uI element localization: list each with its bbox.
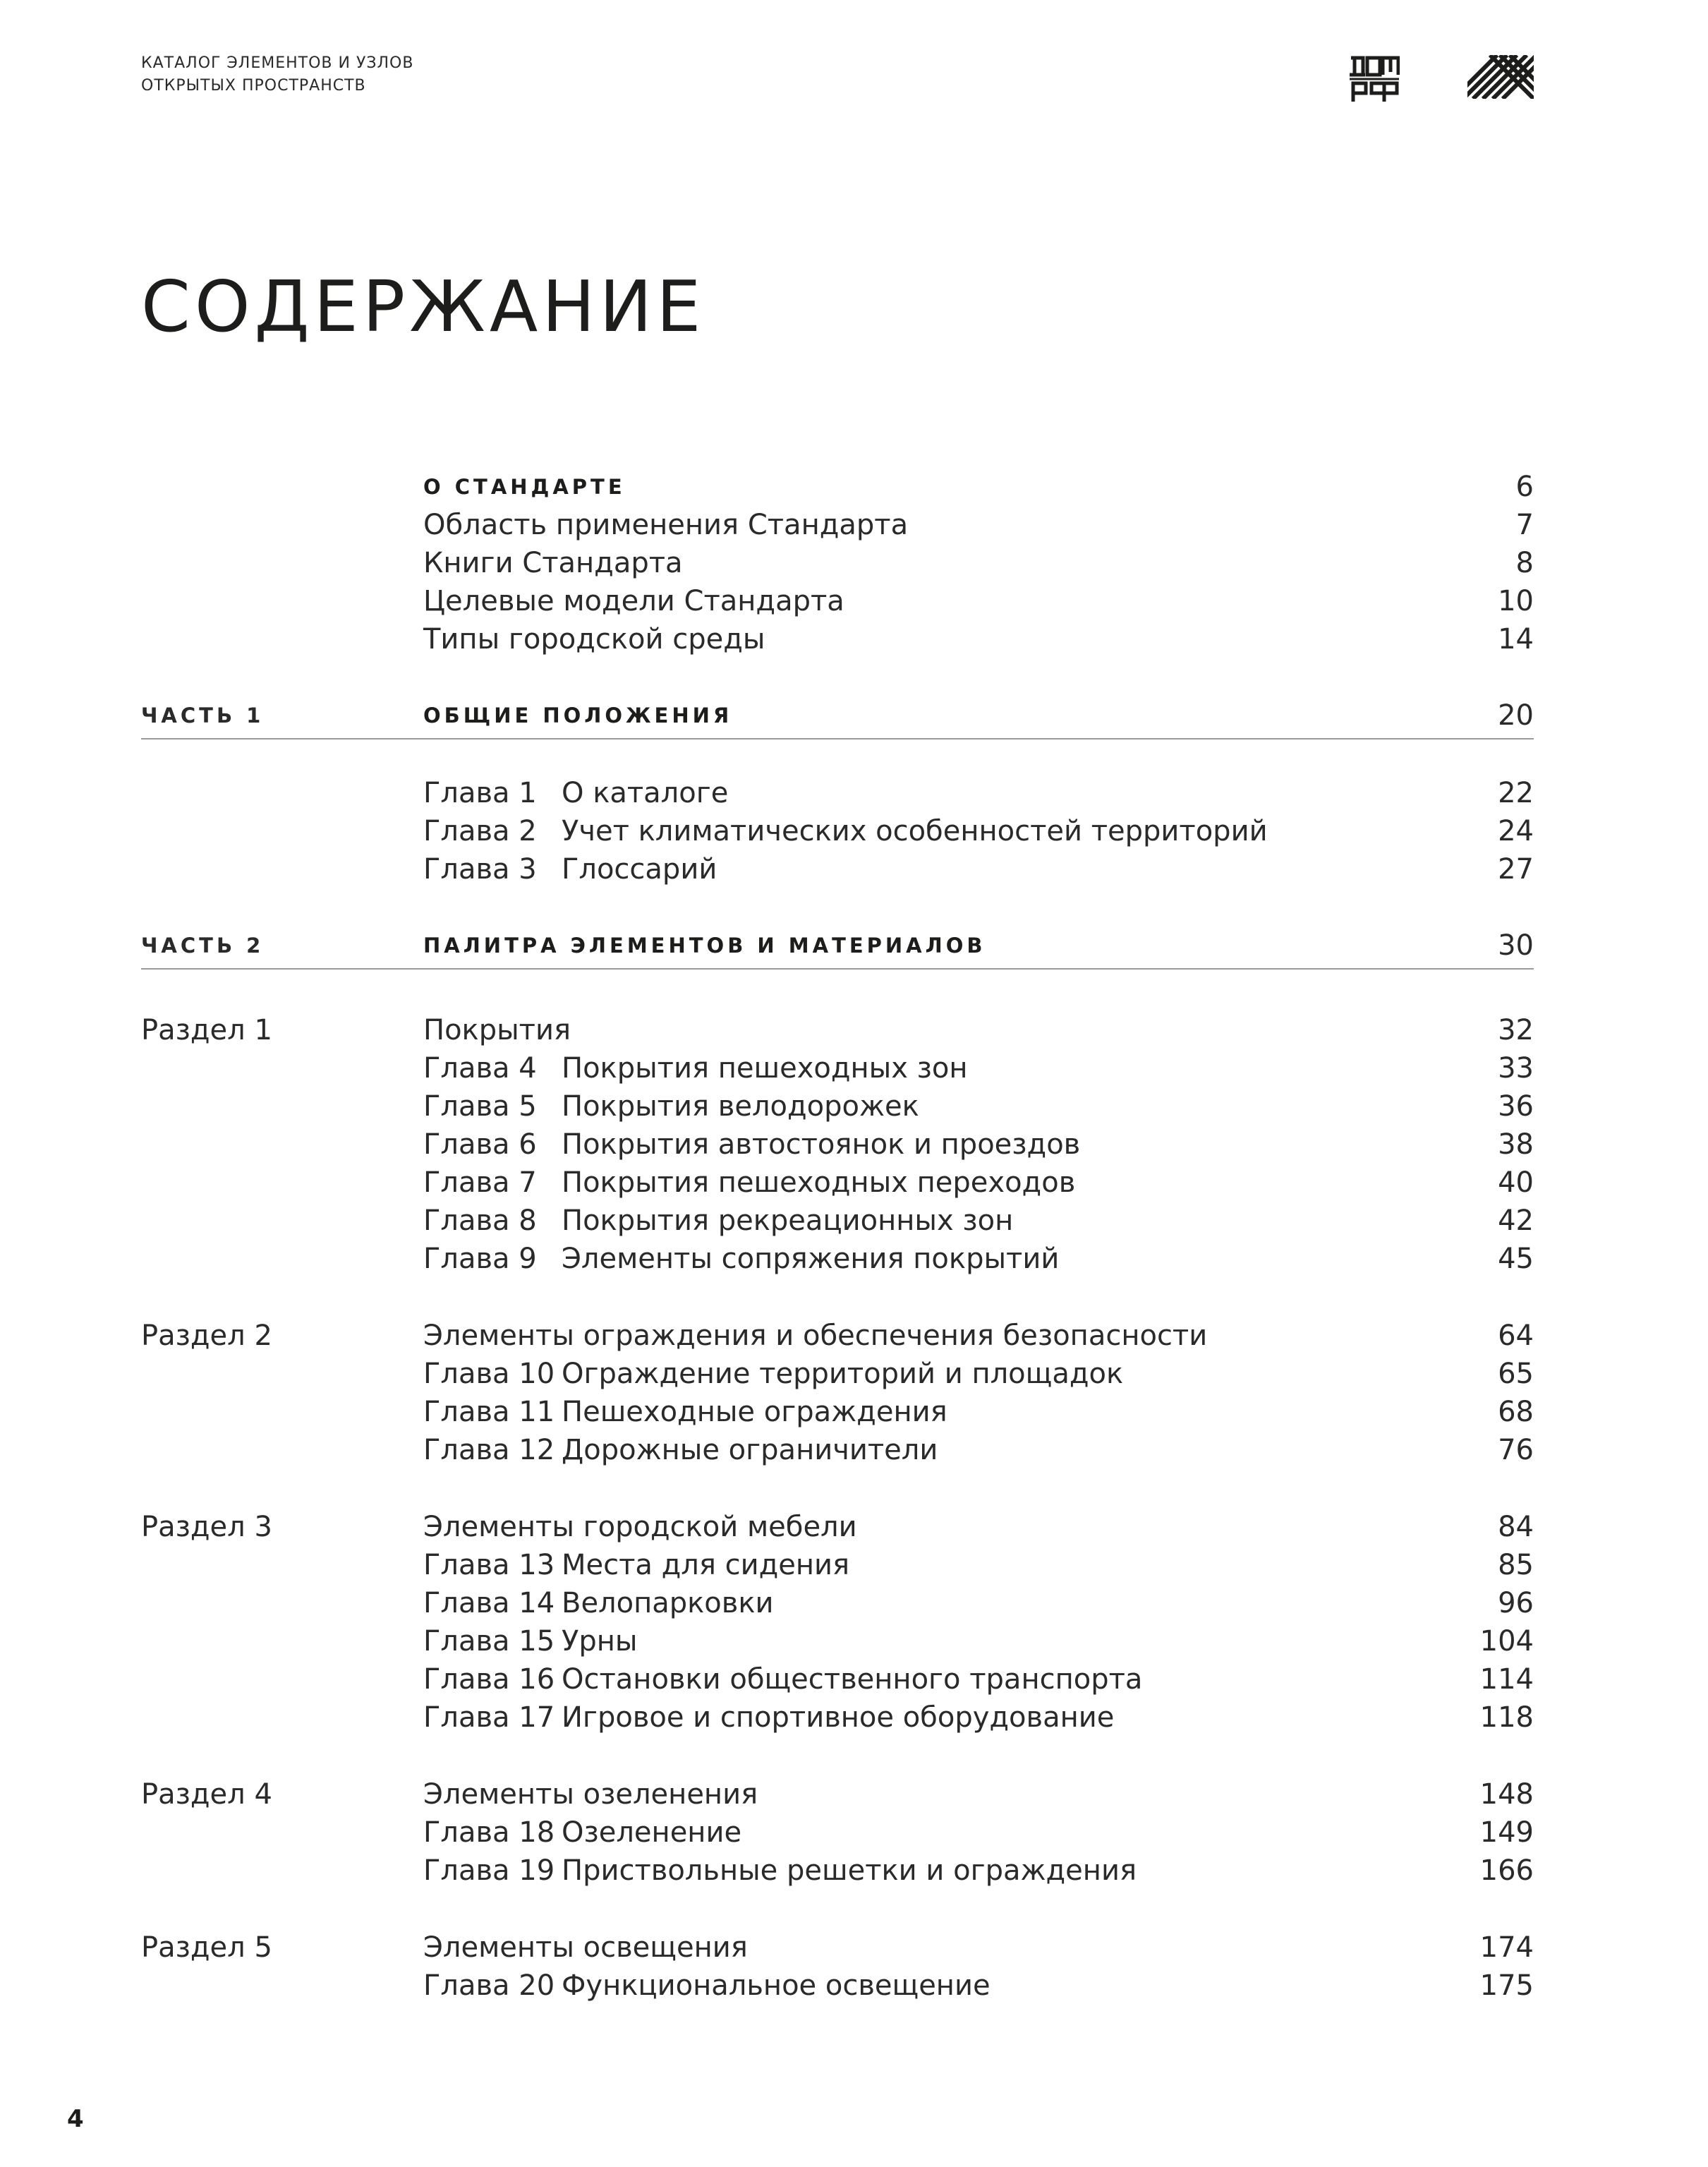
toc-page-number: 14	[1498, 623, 1534, 656]
part-label: ЧАСТЬ 2	[141, 934, 265, 958]
chapter-label: Глава 13	[423, 1549, 555, 1581]
toc-chapter[interactable]	[141, 774, 1534, 812]
chapter-title: Учет климатических особенностей территорий	[562, 815, 1268, 847]
toc-section[interactable]	[141, 1508, 1534, 1546]
toc-item[interactable]	[141, 582, 1534, 620]
toc-chapter[interactable]	[141, 1125, 1534, 1164]
chapter-title: Остановки общественного транспорта	[562, 1663, 1143, 1696]
toc-page-number: 42	[1498, 1205, 1534, 1237]
chapter-title: Глоссарий	[562, 853, 717, 886]
chapter-title: Функциональное освещение	[562, 1969, 991, 2002]
chapter-label: Глава 19	[423, 1854, 555, 1887]
chapter-label: Глава 3	[423, 853, 537, 886]
chapter-title: Места для сидения	[562, 1549, 850, 1581]
toc-page-number: 65	[1498, 1358, 1534, 1390]
chapter-label: Глава 9	[423, 1243, 537, 1275]
toc-page-number: 104	[1479, 1625, 1534, 1658]
toc-chapter[interactable]	[141, 1355, 1534, 1393]
section-title: Элементы ограждения и обеспечения безопасности	[423, 1320, 1208, 1352]
chapter-title: Дорожные ограничители	[562, 1434, 938, 1466]
toc-part-2[interactable]	[141, 926, 1534, 965]
toc-chapter[interactable]	[141, 1546, 1534, 1584]
toc-chapter[interactable]	[141, 1967, 1534, 2005]
chapter-title: О каталоге	[562, 777, 729, 809]
toc-page-number: 27	[1498, 853, 1534, 886]
toc-chapter[interactable]	[141, 1813, 1534, 1852]
section-label: Раздел 2	[141, 1320, 272, 1352]
toc-page-number: 40	[1498, 1166, 1534, 1199]
toc-page-number: 118	[1479, 1701, 1534, 1734]
dom-rf-logo	[1349, 55, 1400, 103]
chapter-label: Глава 7	[423, 1166, 537, 1199]
chapter-label: Глава 14	[423, 1587, 555, 1619]
toc-item-title: Область применения Стандарта	[423, 509, 909, 541]
toc-page-number: 45	[1498, 1243, 1534, 1275]
toc-page-number: 114	[1479, 1663, 1534, 1696]
chapter-title: Озеленение	[562, 1816, 742, 1849]
toc-section[interactable]	[141, 1775, 1534, 1813]
chapter-title: Ограждение территорий и площадок	[562, 1358, 1124, 1390]
page-number: 4	[67, 2105, 84, 2133]
toc-chapter[interactable]	[141, 1164, 1534, 1202]
chapter-title: Пешеходные ограждения	[562, 1396, 947, 1428]
chapter-label: Глава 1	[423, 777, 537, 809]
chapter-label: Глава 17	[423, 1701, 555, 1734]
toc-chapter[interactable]	[141, 1393, 1534, 1431]
toc-page-number: 36	[1498, 1090, 1534, 1123]
header-line-2: ОТКРЫТЫХ ПРОСТРАНСТВ	[141, 77, 366, 95]
chapter-label: Глава 6	[423, 1128, 537, 1161]
toc-item[interactable]	[141, 506, 1534, 544]
toc-page-number: 38	[1498, 1128, 1534, 1161]
toc-page-number: 149	[1479, 1816, 1534, 1849]
toc-chapter[interactable]	[141, 1622, 1534, 1660]
chapter-label: Глава 15	[423, 1625, 555, 1658]
toc-section[interactable]	[141, 1928, 1534, 1967]
section-title: Элементы городской мебели	[423, 1511, 857, 1543]
toc-chapter[interactable]	[141, 1698, 1534, 1737]
part-title: ОБЩИЕ ПОЛОЖЕНИЯ	[423, 704, 733, 728]
chapter-label: Глава 20	[423, 1969, 555, 2002]
section-label: Раздел 1	[141, 1014, 272, 1046]
section-title: Элементы озеленения	[423, 1778, 758, 1811]
toc-part-1[interactable]	[141, 696, 1534, 735]
chapter-label: Глава 2	[423, 815, 537, 847]
toc-page-number: 96	[1498, 1587, 1534, 1619]
chapter-title: Покрытия автостоянок и проездов	[562, 1128, 1081, 1161]
toc-chapter[interactable]	[141, 850, 1534, 888]
toc-chapter[interactable]	[141, 1202, 1534, 1240]
toc-item[interactable]	[141, 544, 1534, 582]
chapter-title: Велопарковки	[562, 1587, 774, 1619]
chapter-title: Покрытия велодорожек	[562, 1090, 919, 1123]
toc-page-number: 166	[1479, 1854, 1534, 1887]
toc-heading-about[interactable]	[141, 468, 1534, 506]
toc-page-number: 7	[1515, 509, 1534, 541]
toc-chapter[interactable]	[141, 1087, 1534, 1125]
chapter-label: Глава 8	[423, 1205, 537, 1237]
chapter-label: Глава 18	[423, 1816, 555, 1849]
chapter-label: Глава 5	[423, 1090, 537, 1123]
toc-chapter[interactable]	[141, 1852, 1534, 1890]
toc-chapter[interactable]	[141, 1584, 1534, 1622]
toc-chapter[interactable]	[141, 812, 1534, 850]
toc-heading-title: О СТАНДАРТЕ	[423, 475, 626, 499]
toc-chapter[interactable]	[141, 1240, 1534, 1278]
section-label: Раздел 3	[141, 1511, 272, 1543]
section-label: Раздел 4	[141, 1778, 272, 1811]
toc-page-number: 174	[1479, 1931, 1534, 1964]
toc-item-title: Книги Стандарта	[423, 547, 683, 579]
table-of-contents	[141, 468, 1534, 2005]
header-line-1: КАТАЛОГ ЭЛЕМЕНТОВ И УЗЛОВ	[141, 54, 414, 72]
chapter-label: Глава 4	[423, 1052, 537, 1085]
toc-item-title: Типы городской среды	[423, 623, 765, 656]
chapter-label: Глава 12	[423, 1434, 555, 1466]
toc-page-number: 24	[1498, 815, 1534, 847]
toc-page-number: 68	[1498, 1396, 1534, 1428]
toc-page-number: 33	[1498, 1052, 1534, 1085]
toc-page-number: 85	[1498, 1549, 1534, 1581]
chapter-title: Приствольные решетки и ограждения	[562, 1854, 1137, 1887]
toc-page-number: 64	[1498, 1320, 1534, 1352]
chapter-title: Урны	[562, 1625, 638, 1658]
section-title: Покрытия	[423, 1014, 571, 1046]
toc-page-number: 10	[1498, 585, 1534, 617]
toc-section[interactable]	[141, 1011, 1534, 1049]
toc-page-number: 148	[1479, 1778, 1534, 1811]
toc-page-number: 6	[1515, 471, 1534, 503]
chapter-title: Покрытия пешеходных зон	[562, 1052, 968, 1085]
chapter-title: Покрытия рекреационных зон	[562, 1205, 1014, 1237]
toc-page-number: 76	[1498, 1434, 1534, 1466]
page-title: СОДЕРЖАНИЕ	[141, 265, 705, 348]
chapter-label: Глава 16	[423, 1663, 555, 1696]
toc-chapter[interactable]	[141, 1049, 1534, 1087]
chapter-title: Игровое и спортивное оборудование	[562, 1701, 1115, 1734]
toc-page-number: 30	[1498, 929, 1534, 962]
toc-item[interactable]	[141, 620, 1534, 658]
part-label: ЧАСТЬ 1	[141, 704, 265, 728]
toc-chapter[interactable]	[141, 1431, 1534, 1469]
toc-page-number: 22	[1498, 777, 1534, 809]
running-header	[141, 52, 413, 97]
toc-chapter[interactable]	[141, 1660, 1534, 1698]
chapter-label: Глава 11	[423, 1396, 555, 1428]
toc-page-number: 84	[1498, 1511, 1534, 1543]
toc-page-number: 8	[1515, 547, 1534, 579]
section-title: Элементы освещения	[423, 1931, 748, 1964]
chapter-title: Покрытия пешеходных переходов	[562, 1166, 1076, 1199]
toc-section[interactable]	[141, 1317, 1534, 1355]
chapter-label: Глава 10	[423, 1358, 555, 1390]
toc-item-title: Целевые модели Стандарта	[423, 585, 844, 617]
toc-page-number: 20	[1498, 699, 1534, 732]
chapter-title: Элементы сопряжения покрытий	[562, 1243, 1060, 1275]
section-label: Раздел 5	[141, 1931, 272, 1964]
part-title: ПАЛИТРА ЭЛЕМЕНТОВ И МАТЕРИАЛОВ	[423, 934, 986, 958]
toc-page-number: 32	[1498, 1014, 1534, 1046]
pattern-logo-icon	[1467, 55, 1534, 99]
toc-page-number: 175	[1479, 1969, 1534, 2002]
